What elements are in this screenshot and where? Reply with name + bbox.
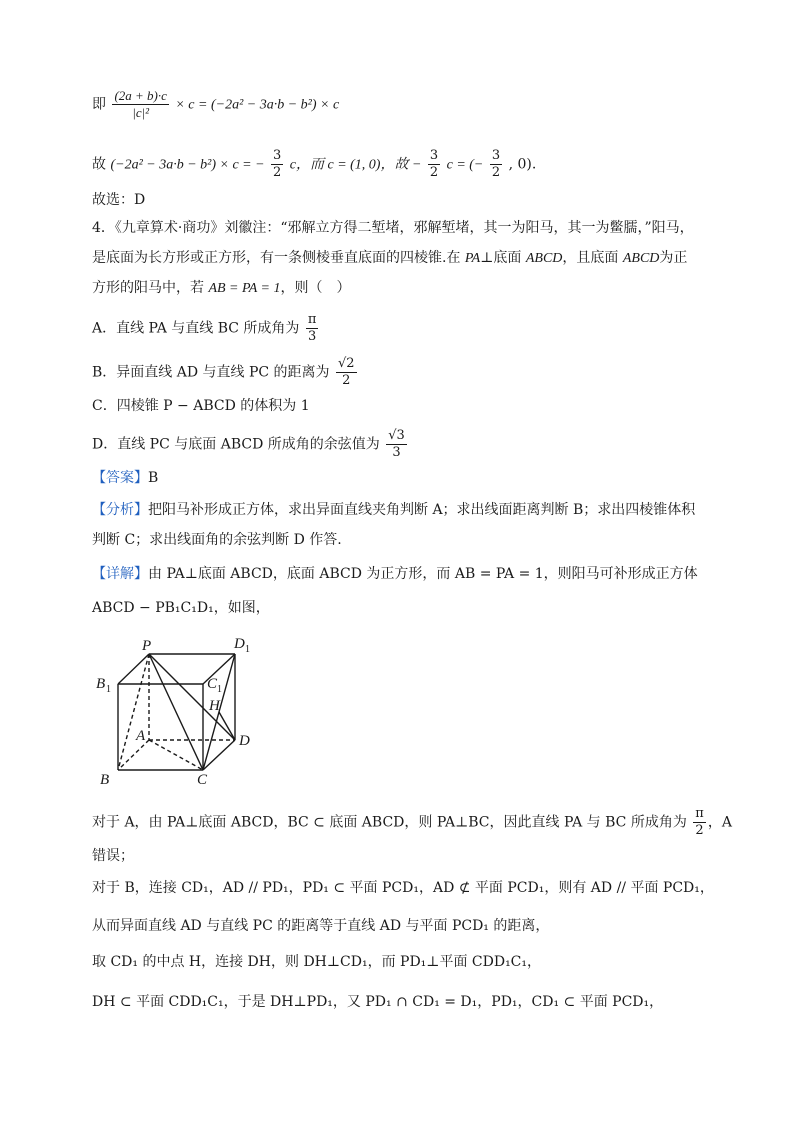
option-c: C．四棱锥 P − ABCD 的体积为 1 bbox=[92, 398, 310, 414]
analysis-line-1 bbox=[92, 500, 695, 520]
label-D1-sub: 1 bbox=[245, 644, 250, 655]
solution-b-line-3: 取 CD₁ 的中点 H，连接 DH，则 DH⊥CD₁，而 PD₁⊥平面 CDD₁C₁， bbox=[92, 954, 542, 970]
question-line-1: 4．《九章算术·商功》刘徽注：“邪解立方得二堑堵，邪解堑堵，其一为阳马，其一为鳖臑，”阳马， bbox=[92, 220, 694, 236]
option-fraction bbox=[336, 356, 357, 389]
text: ，且底面 bbox=[562, 250, 623, 266]
analysis-line-2: 判断 C；求出线面角的余弦判断 D 作答. bbox=[92, 532, 342, 548]
fraction-numerator: (2a + b)·c bbox=[114, 88, 167, 103]
formula-text: c = (− bbox=[446, 157, 484, 173]
option-text: A．直线 PA 与直线 BC 所成角为 bbox=[92, 320, 300, 337]
math: PA bbox=[464, 251, 481, 266]
fraction-numerator: 3 bbox=[273, 148, 282, 163]
formula-text: (−2a² − 3a·b − b²) × c = − bbox=[110, 157, 265, 173]
formula-text: × c = (−2a² − 3a·b − b²) × c bbox=[175, 97, 340, 113]
formula-fraction bbox=[271, 148, 283, 181]
fraction-numerator: √2 bbox=[338, 356, 355, 371]
math: ABCD bbox=[525, 251, 563, 266]
detail-label: 【详解】 bbox=[92, 566, 148, 582]
answer-value: B bbox=[148, 470, 159, 486]
label-H: H bbox=[209, 698, 220, 714]
solution-b-line-2: 从而异面直线 AD 与直线 PC 的距离等于直线 AD 与平面 PCD₁ 的距离， bbox=[92, 918, 550, 934]
fraction-numerator: π bbox=[695, 806, 704, 821]
edge-A-C bbox=[149, 740, 203, 770]
label-D: D bbox=[239, 733, 250, 749]
fraction-denominator: 2 bbox=[342, 373, 351, 388]
cube-figure bbox=[88, 628, 278, 793]
edge-P-C bbox=[149, 654, 203, 770]
fraction-numerator: 3 bbox=[429, 148, 439, 163]
solution-b-line-4: DH ⊂ 平面 CDD₁C₁，于是 DH⊥PD₁，又 PD₁ ∩ CD₁ = D₁，PD₁，CD₁ ⊂ 平面 PCD₁， bbox=[92, 994, 664, 1010]
edge-P-B bbox=[118, 654, 149, 770]
option-text: D．直线 PC 与底面 ABCD 所成角的余弦值为 bbox=[92, 436, 380, 453]
solution-b-line-1: 对于 B，连接 CD₁，AD // PD₁，PD₁ ⊂ 平面 PCD₁，AD ⊄ 平面 PCD₁，则有 AD // 平面 PCD₁， bbox=[92, 880, 714, 896]
previous-answer: 故选：D bbox=[92, 192, 146, 208]
math: ABCD bbox=[622, 251, 660, 266]
formula-prefix: 即 bbox=[92, 96, 106, 113]
answer-label: 【答案】 bbox=[92, 470, 148, 486]
answer bbox=[92, 468, 158, 488]
formula-text: , 0). bbox=[508, 156, 537, 173]
label-C: C bbox=[197, 772, 208, 788]
text: 为正 bbox=[659, 250, 688, 266]
math: AB = PA = 1 bbox=[208, 281, 281, 296]
option-a bbox=[92, 312, 320, 345]
fraction-numerator: 3 bbox=[491, 148, 501, 163]
fraction-denominator: 2 bbox=[491, 165, 501, 180]
solution-fraction bbox=[693, 806, 706, 839]
question-line-3 bbox=[92, 278, 351, 299]
formula-line-2 bbox=[92, 148, 536, 181]
label-C1: C bbox=[207, 676, 218, 692]
fraction-denominator: 3 bbox=[308, 329, 317, 344]
text: ，则（ ） bbox=[280, 280, 351, 296]
label-B1-sub: 1 bbox=[106, 684, 111, 695]
text: 方形的阳马中，若 bbox=[92, 280, 209, 296]
fraction-numerator: π bbox=[307, 312, 317, 327]
solution-a-line-1 bbox=[92, 806, 732, 839]
text: ⊥底面 bbox=[480, 250, 526, 266]
label-P: P bbox=[142, 638, 152, 654]
option-fraction bbox=[306, 312, 319, 345]
formula-text: c，而 c = (1, 0)，故 − bbox=[289, 157, 422, 173]
fraction-denominator: 2 bbox=[273, 165, 282, 180]
formula-prefix: 故 bbox=[92, 156, 106, 173]
fraction-denominator: 2 bbox=[695, 823, 704, 838]
label-C1-sub: 1 bbox=[217, 684, 222, 695]
detail-line-2: ABCD − PB₁C₁D₁，如图， bbox=[92, 600, 270, 616]
formula-line-1 bbox=[92, 88, 339, 121]
formula-fraction bbox=[112, 88, 168, 121]
text: 是底面为长方形或正方形，有一条侧棱垂直底面的四棱锥.在 bbox=[92, 250, 465, 266]
fraction-denominator: 2 bbox=[429, 165, 439, 180]
option-fraction bbox=[386, 428, 407, 461]
formula-fraction bbox=[428, 148, 440, 181]
solution-text: 对于 A，由 PA⊥底面 ABCD，BC ⊂ 底面 ABCD，则 PA⊥BC，因此直线 PA 与 BC 所成角为 bbox=[92, 814, 687, 831]
label-D1: D bbox=[234, 636, 245, 652]
formula-fraction bbox=[490, 148, 502, 181]
label-A: A bbox=[136, 728, 146, 744]
label-B: B bbox=[100, 772, 110, 788]
edge-A-B bbox=[118, 740, 149, 770]
fraction-denominator: 3 bbox=[392, 445, 401, 460]
fraction-numerator: √3 bbox=[388, 428, 405, 443]
option-text: B．异面直线 AD 与直线 PC 的距离为 bbox=[92, 364, 330, 381]
detail-text: 由 PA⊥底面 ABCD，底面 ABCD 为正方形，而 AB = PA = 1，则阳马可补形成正方体 bbox=[148, 566, 698, 582]
analysis-label: 【分析】 bbox=[92, 502, 148, 518]
option-b bbox=[92, 356, 359, 389]
analysis-text: 把阳马补形成正方体，求出异面直线夹角判断 A；求出线面距离判断 B；求出四棱锥体积 bbox=[148, 502, 696, 518]
detail-line-1 bbox=[92, 564, 698, 584]
question-line-2 bbox=[92, 248, 687, 269]
solution-text: ，A bbox=[707, 814, 732, 831]
fraction-denominator: |c|² bbox=[132, 105, 150, 120]
solution-a-line-2: 错误； bbox=[92, 848, 134, 864]
option-d bbox=[92, 428, 409, 461]
label-B1: B bbox=[96, 676, 106, 692]
